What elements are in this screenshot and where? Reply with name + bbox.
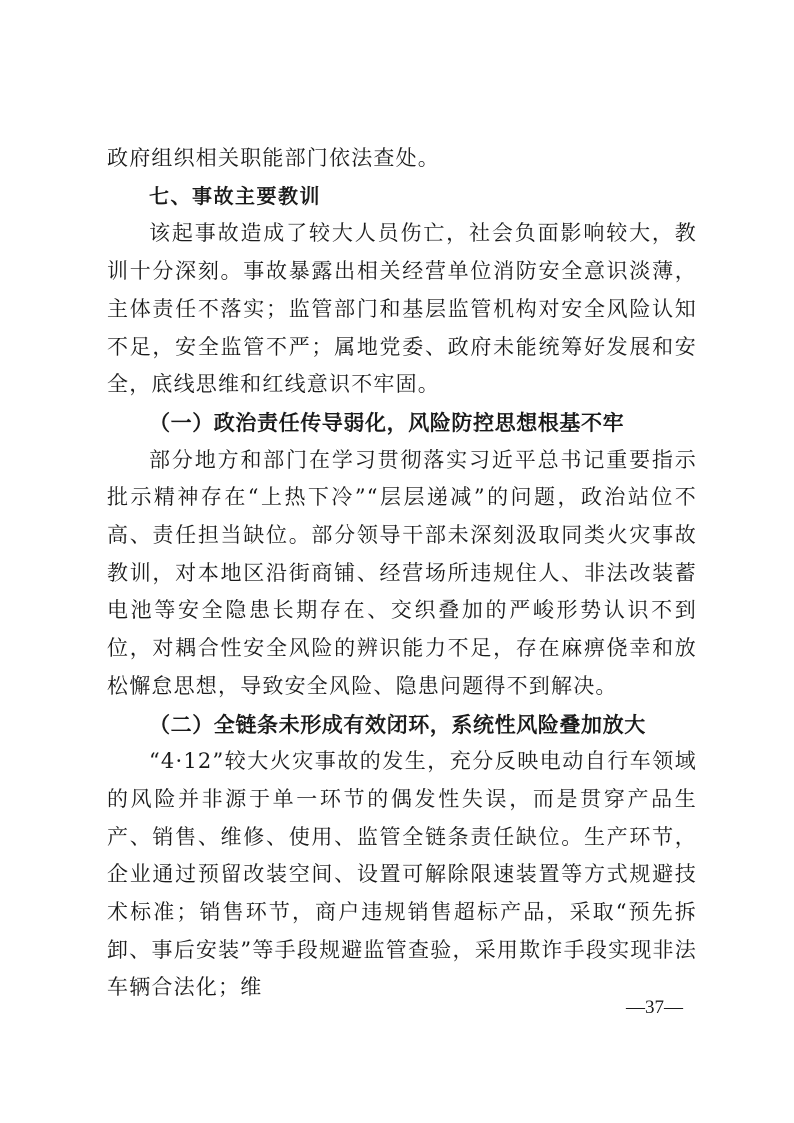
paragraph-continuation: 政府组织相关职能部门依法查处。	[107, 146, 440, 170]
paragraph-full-chain: “4·12”较大火灾事故的发生，充分反映电动自行车领域的风险并非源于单一环节的偶发性失误，而是贯穿产品生产、销售、维修、使用、监管全链条责任缺位。生产环节，企业通过预留改装空间、设置可解除限速装置等方式规避技术标准；销售环节，商户违规销售超标产品，采取“预先拆卸、事后安装”等手段规避监管查验，采用欺诈手段实现非法车辆合法化；维	[107, 749, 697, 1000]
subsection-heading-1: （一）政治责任传导弱化，风险防控思想根基不牢	[149, 409, 625, 435]
paragraph-lessons-intro: 该起事故造成了较大人员伤亡，社会负面影响较大，教训十分深刻。事故暴露出相关经营单位消防安全意识淡薄，主体责任不落实；监管部门和基层监管机构对安全风险认知不足，安全监管不严；属地党委、政府未能统筹好发展和安全，底线思维和红线意识不牢固。	[107, 221, 697, 397]
document-body	[107, 140, 697, 1007]
section-heading: 七、事故主要教训	[149, 183, 321, 208]
paragraph-political-responsibility: 部分地方和部门在学习贯彻落实习近平总书记重要指示批示精神存在“上热下冷”“层层递减”的问题，政治站位不高、责任担当缺位。部分领导干部未深刻汲取同类火灾事故教训，对本地区沿街商铺、经营场所违规住人、非法改装蓄电池等安全隐患长期存在、交织叠加的严峻形势认识不到位，对耦合性安全风险的辨识能力不足，存在麻痹侥幸和放松懈怠思想，导致安全风险、隐患问题得不到解决。	[107, 447, 697, 698]
page-number: —37—	[626, 997, 683, 1018]
subsection-heading-2: （二）全链条未形成有效闭环，系统性风险叠加放大	[149, 711, 646, 737]
